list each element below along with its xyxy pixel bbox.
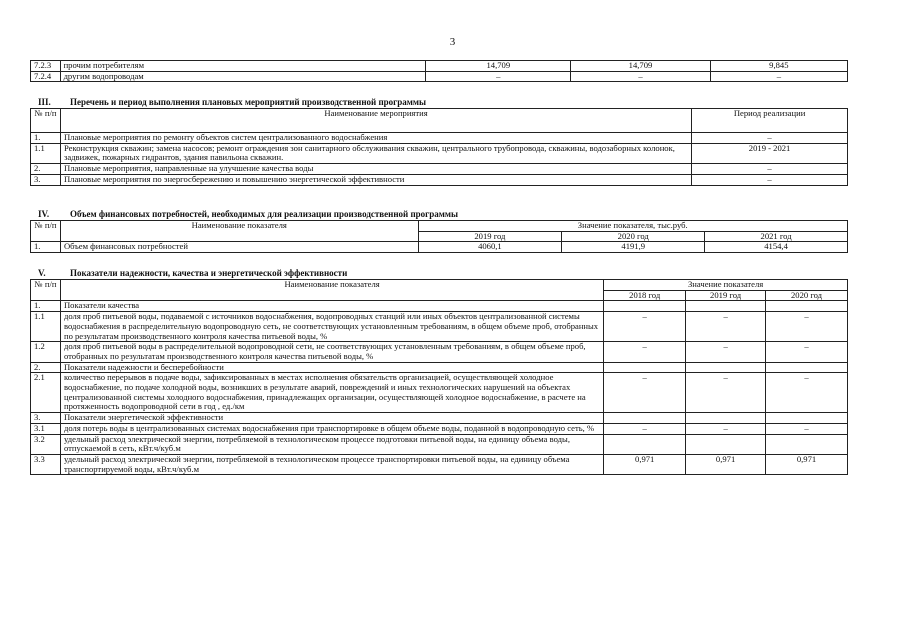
cell-name: прочим потребителям [60, 61, 426, 72]
table-row [31, 413, 848, 424]
cell-name: удельный расход электрической энергии, потребляемой в технологическом процессе транспортировки питьевой воды, на единицу объема транспортируемой воды, кВт.ч/куб.м [60, 454, 603, 474]
cell-v1 [604, 301, 686, 312]
cell-v1: – [604, 373, 686, 413]
cell-num: 2.1 [31, 373, 61, 413]
cell-v3: – [766, 373, 848, 413]
cell-v1: 14,709 [426, 61, 571, 72]
cell-num: 1.2 [31, 342, 61, 362]
cell-v3 [766, 413, 848, 424]
cell-num: 3.2 [31, 434, 61, 454]
cell-name: количество перерывов в подаче воды, зафиксированных в местах исполнения обязательств организацией, осуществляющей холодное водоснабжение, по подаче холодной воды, возникших в результате аварий, повреждений и иных технологических нарушений на объектах централизованной системы холодного водоснабжения, принадлежащих организации, осуществляющей холодное водоснабжение, в расчете на протяженность водопроводной сети в год , ед./км [60, 373, 603, 413]
header-num: № п/п [31, 280, 61, 301]
cell-name: Показатели энергетической эффективности [60, 413, 603, 424]
cell-v3 [766, 301, 848, 312]
section-4-title: Объем финансовых потребностей, необходимых для реализации производственной программы [70, 209, 459, 219]
cell-num: 3. [31, 413, 61, 424]
table-row [31, 423, 848, 434]
table-row [31, 242, 848, 253]
table-row [31, 362, 848, 373]
cell-v3 [766, 434, 848, 454]
cell-num: 1. [31, 301, 61, 312]
table-row [31, 312, 848, 342]
header-year-2019: 2019 год [686, 290, 766, 301]
table-row [31, 342, 848, 362]
cell-period: – [692, 133, 848, 144]
header-value: Значение показателя [604, 280, 848, 291]
cell-name: Объем финансовых потребностей [60, 242, 418, 253]
cell-num: 2. [31, 164, 61, 175]
table-financial-needs [30, 220, 848, 253]
cell-num: 1.1 [31, 312, 61, 342]
cell-num: 3. [31, 174, 61, 185]
cell-v2: – [686, 373, 766, 413]
cell-num: 3.3 [31, 454, 61, 474]
cell-name: другим водопроводам [60, 71, 426, 82]
cell-v1 [604, 434, 686, 454]
cell-v2: – [686, 312, 766, 342]
cell-name: доля проб питьевой воды в распределительной водопроводной сети, не соответствующих установленным требованиям, в общем объеме проб, отобранных по результатам производственного контроля качества питьевой воды, % [60, 342, 603, 362]
header-num: № п/п [31, 109, 61, 133]
cell-v3: – [766, 423, 848, 434]
cell-period: – [692, 164, 848, 175]
table-row [31, 133, 848, 144]
table-planned-measures [30, 108, 848, 186]
header-year-2020: 2020 год [766, 290, 848, 301]
header-year-2019: 2019 год [418, 231, 562, 242]
header-name: Наименование показателя [60, 221, 418, 242]
cell-v2: 4191,9 [562, 242, 705, 253]
header-period: Период реализации [692, 109, 848, 133]
cell-name: Плановые мероприятия по энергосбережению и повышению энергетической эффективности [60, 174, 691, 185]
cell-v2: – [571, 71, 710, 82]
cell-v1: 0,971 [604, 454, 686, 474]
page-number: 3 [449, 36, 456, 48]
table2-body [31, 242, 848, 253]
header-year-2018: 2018 год [604, 290, 686, 301]
cell-v3: 9,845 [710, 61, 847, 72]
cell-v3 [766, 362, 848, 373]
cell-v1 [604, 362, 686, 373]
table-row [31, 143, 848, 163]
cell-v1: – [604, 342, 686, 362]
cell-v1: 4060,1 [418, 242, 562, 253]
cell-period: – [692, 174, 848, 185]
cell-v2 [686, 434, 766, 454]
header-year-2020: 2020 год [562, 231, 705, 242]
cell-v3: – [766, 312, 848, 342]
section-3-heading [38, 97, 426, 107]
cell-num: 1.1 [31, 143, 61, 163]
table-row [31, 373, 848, 413]
table3-body [31, 301, 848, 475]
section-5-title: Показатели надежности, качества и энергетической эффективности [70, 268, 348, 278]
cell-num: 1. [31, 133, 61, 144]
cell-v2 [686, 362, 766, 373]
cell-num: 2. [31, 362, 61, 373]
cell-v3: – [710, 71, 847, 82]
cell-num: 3.1 [31, 423, 61, 434]
table-row [31, 71, 848, 82]
cell-v2: – [686, 423, 766, 434]
section-4-heading [38, 209, 458, 219]
cell-v2 [686, 301, 766, 312]
cell-num: 7.2.4 [31, 71, 61, 82]
cell-name: Реконструкция скважин; замена насосов; ремонт ограждения зон санитарного обслуживания скважин, центрального трубопровода, скважины, водозаборных колонок, задвижек, пожарных гидрантов, здания павильона скважин. [60, 143, 691, 163]
cell-name: Показатели надежности и бесперебойности [60, 362, 603, 373]
cell-name: Плановые мероприятия по ремонту объектов систем централизованного водоснабжения [60, 133, 691, 144]
table-row [31, 434, 848, 454]
table-reliability-indicators [30, 279, 848, 475]
cell-v3: – [766, 342, 848, 362]
header-name: Наименование мероприятия [60, 109, 691, 133]
cell-name: доля потерь воды в централизованных системах водоснабжения при транспортировке в общем объеме воды, поданной в водопроводную сеть, % [60, 423, 603, 434]
cell-v1 [604, 413, 686, 424]
cell-v1: – [604, 423, 686, 434]
table1-body [31, 133, 848, 186]
cell-v2: – [686, 342, 766, 362]
cell-name: Показатели качества [60, 301, 603, 312]
cell-name: удельный расход электрической энергии, потребляемой в технологическом процессе подготовки питьевой воды, на единицу объема воды, отпускаемой в сеть, кВт.ч/куб.м [60, 434, 603, 454]
cell-num: 1. [31, 242, 61, 253]
section-3-title: Перечень и период выполнения плановых мероприятий производственной программы [70, 97, 427, 107]
table-water-supply-tail [30, 60, 848, 82]
table-row [31, 454, 848, 474]
table-row [31, 174, 848, 185]
section-3-number: III. [38, 97, 51, 107]
cell-v2 [686, 413, 766, 424]
cell-name: доля проб питьевой воды, подаваемой с источников водоснабжения, водопроводных станций или иных объектов централизованной системы водоснабжения в распределительную водопроводную сеть, не соответствующих установленным требованиям, в общем объеме проб, отобранных по результатам производственного контроля качества питьевой воды, % [60, 312, 603, 342]
header-num: № п/п [31, 221, 61, 242]
table-row [31, 61, 848, 72]
section-4-number: IV. [38, 209, 50, 219]
table0-body [31, 61, 848, 82]
cell-v1: – [426, 71, 571, 82]
cell-period: 2019 - 2021 [692, 143, 848, 163]
cell-v3: 0,971 [766, 454, 848, 474]
table-row [31, 164, 848, 175]
header-name: Наименование показателя [60, 280, 603, 301]
cell-name: Плановые мероприятия, направленные на улучшение качества воды [60, 164, 691, 175]
cell-v2: 14,709 [571, 61, 710, 72]
section-5-heading [38, 268, 347, 278]
cell-num: 7.2.3 [31, 61, 61, 72]
header-year-2021: 2021 год [705, 231, 848, 242]
header-value: Значение показателя, тыс.руб. [418, 221, 848, 232]
cell-v1: – [604, 312, 686, 342]
cell-v2: 0,971 [686, 454, 766, 474]
cell-v3: 4154,4 [705, 242, 848, 253]
section-5-number: V. [38, 268, 46, 278]
table-row [31, 301, 848, 312]
